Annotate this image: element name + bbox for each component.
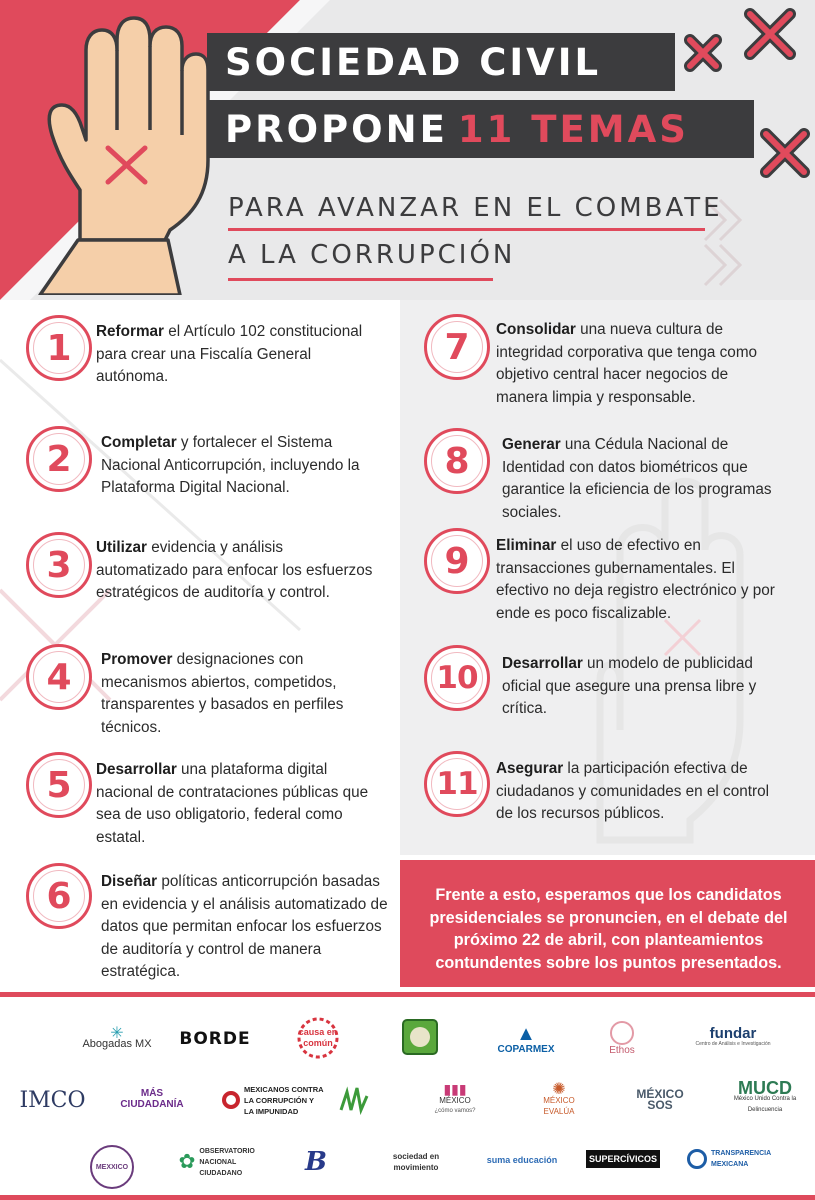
- leaf-logo-icon: [337, 1082, 373, 1116]
- item-verb: Desarrollar: [96, 761, 177, 778]
- item-number: 2: [46, 438, 72, 480]
- item-text: [101, 649, 371, 739]
- item-text: [496, 535, 791, 625]
- logo-mucd: [730, 1079, 800, 1119]
- item-verb: Desarrollar: [502, 655, 583, 672]
- item-text: [96, 537, 376, 605]
- item-number: 1: [46, 327, 72, 369]
- item-number: 7: [444, 326, 470, 368]
- logo-label: sociedad en movimiento: [392, 1152, 440, 1172]
- logo-label: MÉXICO EVALÚA: [543, 1095, 575, 1116]
- logo-label: TRANSPARENCIA MEXICANA: [711, 1150, 771, 1168]
- subtitle-line-2: A LA CORRUPCIÓN: [228, 240, 516, 270]
- title-line-1: SOCIEDAD CIVIL: [207, 33, 675, 91]
- logo-observatorio: ✿ OBSERVATORIO NACIONAL CIUDADANO: [174, 1145, 274, 1179]
- item-number: 10: [436, 660, 478, 696]
- logo-label: SUPERCÍVICOS: [588, 1153, 657, 1164]
- item-description: el Artículo 102 constitucional para crear una Fiscalía General autónoma.: [96, 323, 363, 385]
- item-verb: Diseñar: [101, 873, 158, 890]
- logo-label: MEXICANOS CONTRA LA CORRUPCIÓN Y LA IMPUNIDAD: [244, 1084, 324, 1116]
- callout-text: Frente a esto, esperamos que los candidatos presidenciales se pronuncien, en el debate del próximo 22 de abril, con: [429, 886, 788, 949]
- logo-label: MÁS CIUDADANÍA: [120, 1088, 184, 1110]
- item-description: designaciones con mecanismos abiertos, competidos, transparentes y basados en perfiles técnicos.: [101, 651, 344, 736]
- item-description: una nueva cultura de integridad corporativa que tenga como objetivo central hacer negocios de manera limpia y responsable.: [496, 321, 758, 406]
- title-line-2: PROPONE 11 TEMAS: [207, 100, 754, 158]
- logo-mexico-evalua: ✺ MÉXICO EVALÚA: [534, 1077, 584, 1123]
- logo-label: fundar: [709, 1025, 757, 1042]
- logo-ethos: [597, 1017, 647, 1059]
- item-text: [496, 319, 766, 409]
- logo-label: COPARMEX: [497, 1043, 555, 1055]
- item-description: una plataforma digital nacional de contrataciones públicas que sea de uso obligatorio, federal como estatal.: [96, 761, 369, 846]
- logo-transparencia-mexicana: [684, 1145, 784, 1173]
- number-badge: [424, 751, 490, 817]
- subtitle-underline-2: [228, 278, 493, 281]
- logo-coparmex: ▲ COPARMEX: [497, 1022, 555, 1055]
- logo-causa-en-comun: [283, 1017, 353, 1059]
- header: [0, 0, 815, 300]
- item-number: 5: [46, 764, 72, 806]
- item-verb: Utilizar: [96, 539, 147, 556]
- logo-b-script: B: [305, 1146, 327, 1177]
- item-text: [96, 759, 381, 849]
- item-verb: Consolidar: [496, 321, 576, 338]
- item-number: 3: [46, 544, 72, 586]
- logos-bottom-bar: [0, 1195, 815, 1200]
- logo-abogadas-mx: ✳ Abogadas MX: [82, 1025, 152, 1050]
- item-number: 11: [436, 766, 478, 802]
- item-description: una Cédula Nacional de Identidad con datos biométricos que garantice la eficiencia de los programas sociales.: [502, 436, 772, 521]
- green-badge-icon: [402, 1019, 438, 1055]
- subtitle-line-1: PARA AVANZAR EN EL COMBATE: [228, 193, 723, 223]
- logo-label: BORDE: [179, 1028, 251, 1049]
- logo-label: Abogadas MX: [82, 1038, 152, 1050]
- hand-icon: [20, 10, 210, 295]
- logo-label: MEXXICO: [95, 1163, 129, 1171]
- item-description: la participación efectiva de ciudadanos y comunidades en el control de los recursos públicos.: [496, 760, 769, 822]
- item-number: 9: [444, 540, 470, 582]
- item-text: [502, 434, 782, 524]
- item-number: 8: [444, 440, 470, 482]
- logo-borde: [180, 1025, 250, 1053]
- item-text: [496, 758, 781, 826]
- number-badge: [26, 426, 92, 492]
- number-badge: [26, 532, 92, 598]
- item-verb: Generar: [502, 436, 561, 453]
- logo-label: MUCD: [738, 1077, 792, 1098]
- logo-mexxico: [88, 1143, 136, 1191]
- item-description: un modelo de publicidad oficial que asegure una prensa libre y crítica.: [502, 655, 757, 717]
- item-description: evidencia y análisis automatizado para enfocar los esfuerzos estratégicos de auditoría y control.: [96, 539, 373, 601]
- item-verb: Promover: [101, 651, 173, 668]
- logo-supercivicos: [586, 1150, 660, 1168]
- supporters-logos: [0, 997, 815, 1195]
- logo-imco: [15, 1085, 90, 1115]
- item-number: 6: [46, 875, 72, 917]
- logo-label: OBSERVATORIO NACIONAL CIUDADANO: [199, 1147, 255, 1177]
- item-description: y fortalecer el Sistema Nacional Anticorrupción, incluyendo la Plataforma Digital Nacional.: [101, 434, 360, 496]
- logo-sublabel: México Unido Contra la Delincuencia: [733, 1095, 797, 1113]
- logo-label: MÉXICO SOS: [636, 1087, 684, 1112]
- number-badge: [424, 645, 490, 711]
- logo-fundar: [688, 1023, 778, 1055]
- logo-suma-educacion: [482, 1149, 562, 1171]
- logo-mexico-como-vamos: ▮▮▮ MÉXICO ¿cómo vamos?: [430, 1079, 480, 1121]
- item-verb: Asegurar: [496, 760, 564, 777]
- number-badge: [424, 428, 490, 494]
- item-description: políticas anticorrupción basadas en evidencia y el análisis automatizado de datos que permitan enfocar los esfuerzos de auditoría y control de manera estratégica.: [101, 873, 388, 980]
- logo-label: IMCO: [19, 1087, 86, 1113]
- subtitle-underline-1: [228, 228, 705, 231]
- number-badge: [26, 752, 92, 818]
- item-text: [502, 653, 772, 721]
- closing-callout: [400, 860, 815, 987]
- item-verb: Reformar: [96, 323, 165, 340]
- item-number: 4: [46, 656, 72, 698]
- logo-mcci: [218, 1081, 328, 1119]
- item-text: [101, 871, 391, 984]
- number-badge: [26, 644, 92, 710]
- number-badge: [26, 315, 92, 381]
- number-badge: [26, 863, 92, 929]
- logo-sociedad-en-movimiento: [386, 1145, 446, 1179]
- logo-label: Ethos: [609, 1044, 635, 1056]
- logo-mas-ciudadania: [112, 1081, 192, 1117]
- number-badge: [424, 528, 490, 594]
- logo-green-leaf: [335, 1081, 375, 1117]
- logo-sublabel: ¿cómo vamos?: [434, 1107, 476, 1114]
- item-description: el uso de efectivo en transacciones gubernamentales. El efectivo no deja registro electrónico y por ende es poco fiscalizable.: [496, 537, 775, 622]
- logo-sublabel: Centro de Análisis e Investigación: [695, 1041, 771, 1047]
- title-accent: 11 TEMAS: [457, 107, 689, 151]
- number-badge: [424, 314, 490, 380]
- logo-green-badge: [400, 1017, 440, 1057]
- item-text: [101, 432, 391, 500]
- logo-label: MÉXICO: [439, 1095, 471, 1105]
- item-text: [96, 321, 386, 389]
- item-verb: Completar: [101, 434, 177, 451]
- logo-label: suma educación: [486, 1154, 558, 1165]
- cross-marks-icon: [680, 0, 815, 190]
- callout-emphasis: planteamientos contundentes sobre los puntos presentados.: [435, 931, 782, 972]
- logo-label: causa en común: [298, 1027, 338, 1048]
- logo-mexico-sos: [630, 1083, 690, 1117]
- item-verb: Eliminar: [496, 537, 557, 554]
